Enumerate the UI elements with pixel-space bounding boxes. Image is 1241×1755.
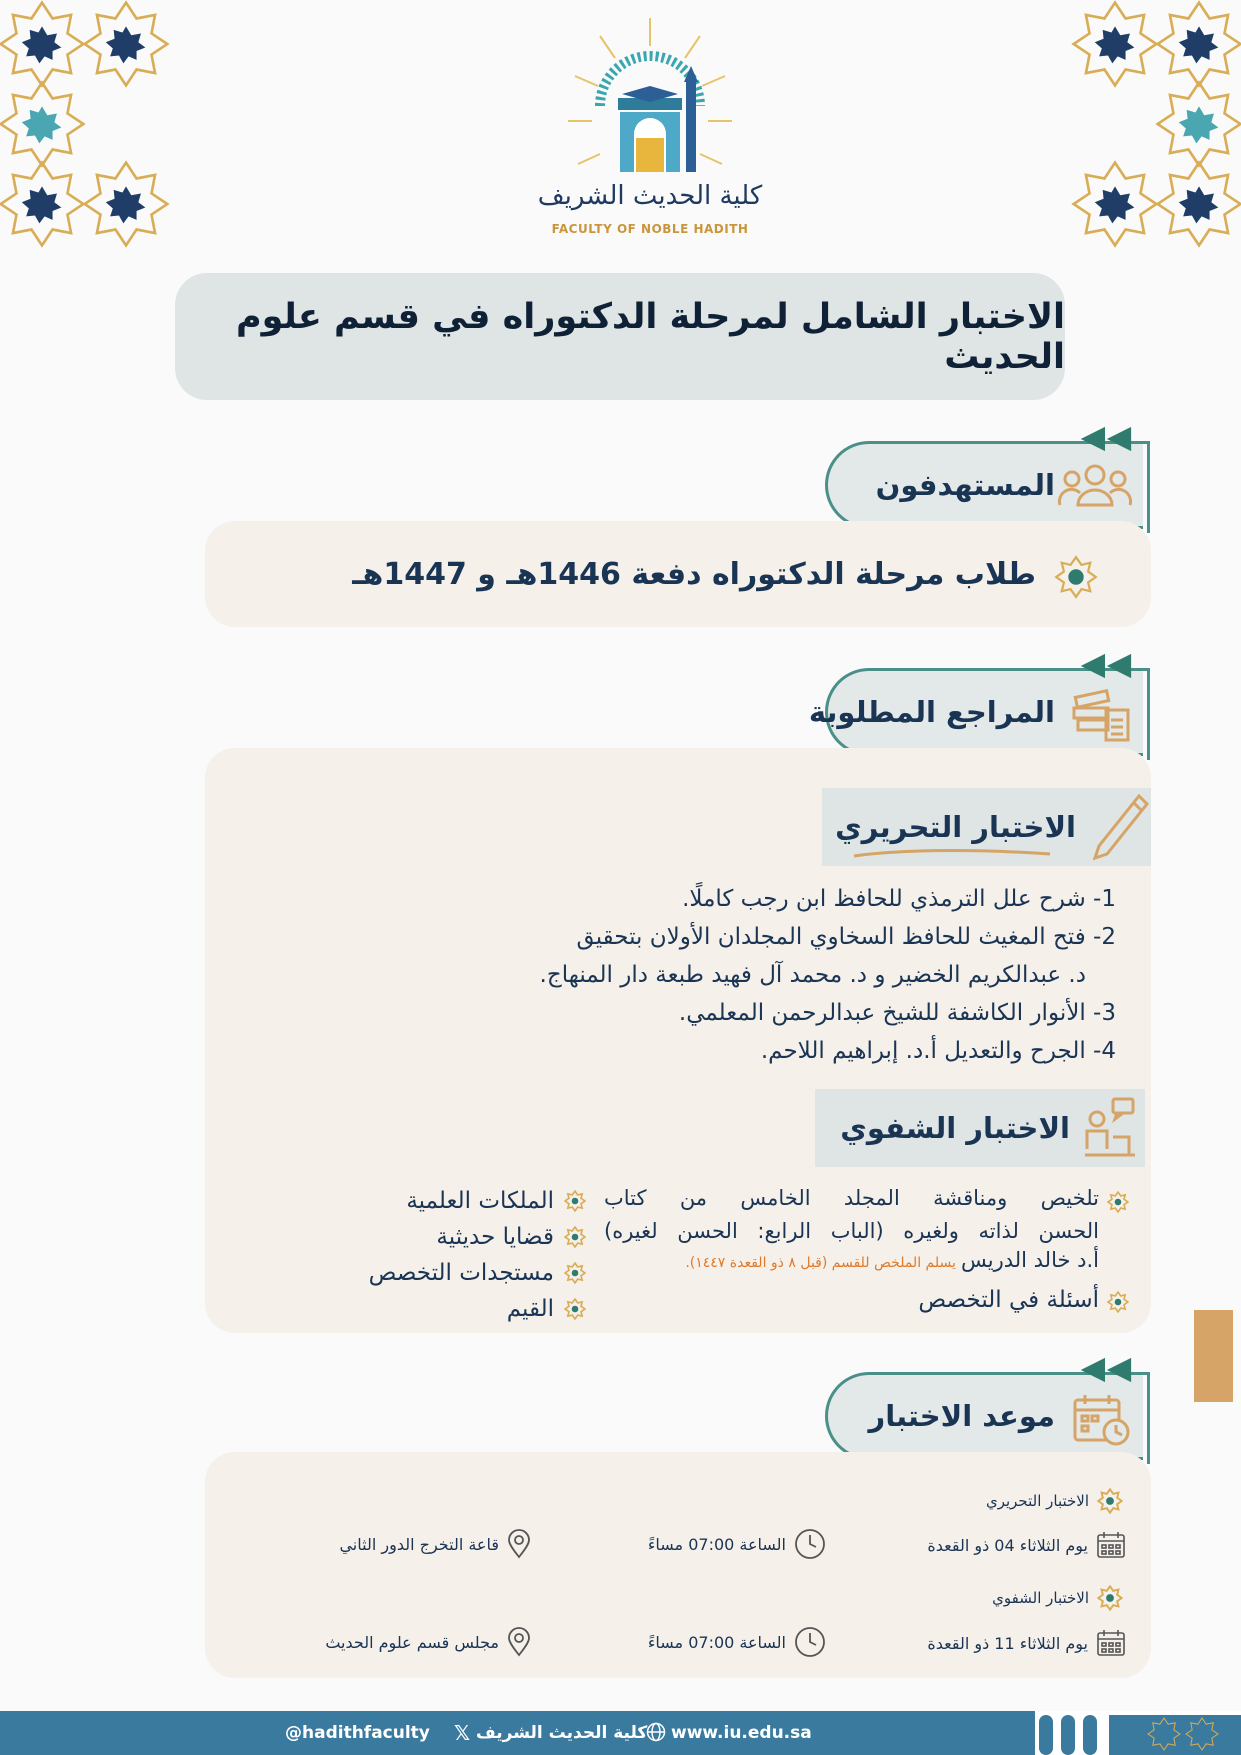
reference-item: 4- الجرح والتعديل أ.د. إبراهيم اللاحم. bbox=[760, 1038, 1116, 1064]
bullet-icon bbox=[564, 1226, 586, 1248]
calendar-clock-icon bbox=[1072, 1392, 1132, 1448]
oral-deadline-note: يسلم الملخص للقسم (قبل ٨ ذو القعدة ١٤٤٧). bbox=[685, 1255, 956, 1271]
oral-author: أ.د خالد الدريس bbox=[960, 1248, 1099, 1272]
bullet-icon bbox=[1054, 555, 1098, 599]
schedule-oral-time-row bbox=[648, 1626, 826, 1658]
schedule-oral-day: يوم الثلاثاء 11 ذو القعدة bbox=[927, 1633, 1088, 1653]
schedule-written-day: يوم الثلاثاء 04 ذو القعدة bbox=[927, 1535, 1088, 1555]
oral-topic: الملكات العلمية bbox=[406, 1188, 554, 1214]
footer-decoration bbox=[1035, 1711, 1241, 1755]
reference-item: 2- فتح المغيث للحافظ السخاوي المجلدان الأولان بتحقيق bbox=[576, 924, 1116, 950]
oral-author-line bbox=[685, 1248, 1099, 1272]
bullet-icon bbox=[564, 1262, 586, 1284]
footer-x-name[interactable]: كلية الحديث الشريف bbox=[476, 1723, 648, 1743]
oral-topic: قضايا حديثية bbox=[436, 1224, 554, 1250]
x-icon: 𝕏 bbox=[454, 1721, 471, 1745]
list-item bbox=[369, 1183, 586, 1219]
bullet-icon bbox=[564, 1298, 586, 1320]
people-icon bbox=[1058, 461, 1132, 509]
written-references-list bbox=[540, 880, 1116, 1070]
schedule-written-place-row bbox=[339, 1529, 531, 1559]
schedule-written-time: الساعة 07:00 مساءً bbox=[647, 1534, 786, 1554]
schedule-oral-place-row bbox=[325, 1627, 531, 1657]
double-arrow-icon bbox=[1077, 652, 1133, 680]
bullet-icon bbox=[1097, 1488, 1123, 1514]
section-tab-target bbox=[825, 441, 1150, 533]
reference-item: 1- شرح علل الترمذي للحافظ ابن رجب كاملًا. bbox=[682, 886, 1116, 912]
oral-topic: القيم bbox=[506, 1296, 554, 1322]
oral-topic: مستجدات التخصص bbox=[368, 1260, 554, 1286]
calendar-icon bbox=[1096, 1530, 1126, 1560]
list-item bbox=[369, 1291, 586, 1327]
location-pin-icon bbox=[507, 1627, 531, 1657]
bullet-icon bbox=[564, 1190, 586, 1212]
footer-handle[interactable]: @hadithfaculty bbox=[285, 1723, 430, 1743]
logo-caption: FACULTY OF NOBLE HADITH bbox=[551, 222, 749, 236]
corner-ornament-right bbox=[1071, 0, 1241, 250]
target-text: طلاب مرحلة الدكتوراه دفعة 1446هـ و 1447هـ bbox=[352, 557, 1036, 592]
oral-right-block bbox=[604, 1182, 1099, 1248]
written-subheading-box bbox=[822, 788, 1151, 866]
footer-website[interactable]: www.iu.edu.sa bbox=[671, 1723, 812, 1743]
schedule-oral-place: مجلس قسم علوم الحديث bbox=[325, 1632, 499, 1652]
oral-specialty-questions: أسئلة في التخصص bbox=[918, 1287, 1099, 1313]
schedule-heading: موعد الاختبار bbox=[868, 1399, 1055, 1433]
schedule-oral-day-row bbox=[927, 1628, 1126, 1658]
faculty-logo bbox=[537, 16, 763, 246]
teacher-icon bbox=[1083, 1097, 1137, 1159]
schedule-oral-label-row bbox=[992, 1585, 1123, 1611]
list-item bbox=[369, 1219, 586, 1255]
reference-item: 3- الأنوار الكاشفة للشيخ عبدالرحمن المعلمي. bbox=[678, 1000, 1116, 1026]
references-heading: المراجع المطلوبة bbox=[808, 695, 1055, 729]
pencil-icon bbox=[1089, 792, 1149, 862]
list-item bbox=[369, 1255, 586, 1291]
schedule-oral-time: الساعة 07:00 مساءً bbox=[647, 1632, 786, 1652]
schedule-oral-label: الاختبار الشفوي bbox=[992, 1589, 1089, 1607]
reference-item: د. عبدالكريم الخضير و د. محمد آل فهيد طبعة دار المنهاج. bbox=[539, 962, 1086, 988]
written-heading: الاختبار التحريري bbox=[835, 810, 1076, 844]
schedule-written-day-row bbox=[927, 1530, 1126, 1560]
page-title-box bbox=[175, 273, 1065, 400]
oral-subheading-box bbox=[815, 1089, 1145, 1167]
double-arrow-icon bbox=[1077, 425, 1133, 453]
location-pin-icon bbox=[507, 1529, 531, 1559]
oral-left-list bbox=[369, 1183, 586, 1327]
schedule-written-time-row bbox=[648, 1528, 826, 1560]
double-arrow-icon bbox=[1077, 1356, 1133, 1384]
bullet-icon bbox=[1097, 1585, 1123, 1611]
corner-ornament-left bbox=[0, 0, 170, 250]
svg-text:كلية الحديث الشريف: كلية الحديث الشريف bbox=[537, 181, 763, 211]
underline-stroke bbox=[852, 846, 1052, 860]
books-icon bbox=[1072, 688, 1132, 744]
globe-icon bbox=[646, 1711, 666, 1755]
section-tab-schedule bbox=[825, 1372, 1150, 1464]
page-title: الاختبار الشامل لمرحلة الدكتوراه في قسم علوم الحديث bbox=[235, 296, 1065, 377]
schedule-written-label-row bbox=[986, 1488, 1123, 1514]
target-heading: المستهدفون bbox=[875, 468, 1055, 502]
oral-summary-line: تلخيص ومناقشة المجلد الخامس من كتاب bbox=[604, 1186, 1099, 1210]
calendar-icon bbox=[1096, 1628, 1126, 1658]
schedule-written-place: قاعة التخرج الدور الثاني bbox=[339, 1534, 499, 1554]
clock-icon bbox=[794, 1528, 826, 1560]
side-tab bbox=[1194, 1310, 1233, 1402]
clock-icon bbox=[794, 1626, 826, 1658]
oral-summary-line: الحسن لذاته ولغيره (الباب الرابع: الحسن لغيره) bbox=[604, 1219, 1099, 1243]
schedule-written-label: الاختبار التحريري bbox=[985, 1492, 1089, 1510]
bullet-icon bbox=[1107, 1191, 1129, 1213]
bullet-icon bbox=[1107, 1291, 1129, 1313]
footer-bar bbox=[0, 1711, 1241, 1755]
oral-heading: الاختبار الشفوي bbox=[840, 1111, 1070, 1145]
section-tab-references bbox=[808, 668, 1150, 760]
